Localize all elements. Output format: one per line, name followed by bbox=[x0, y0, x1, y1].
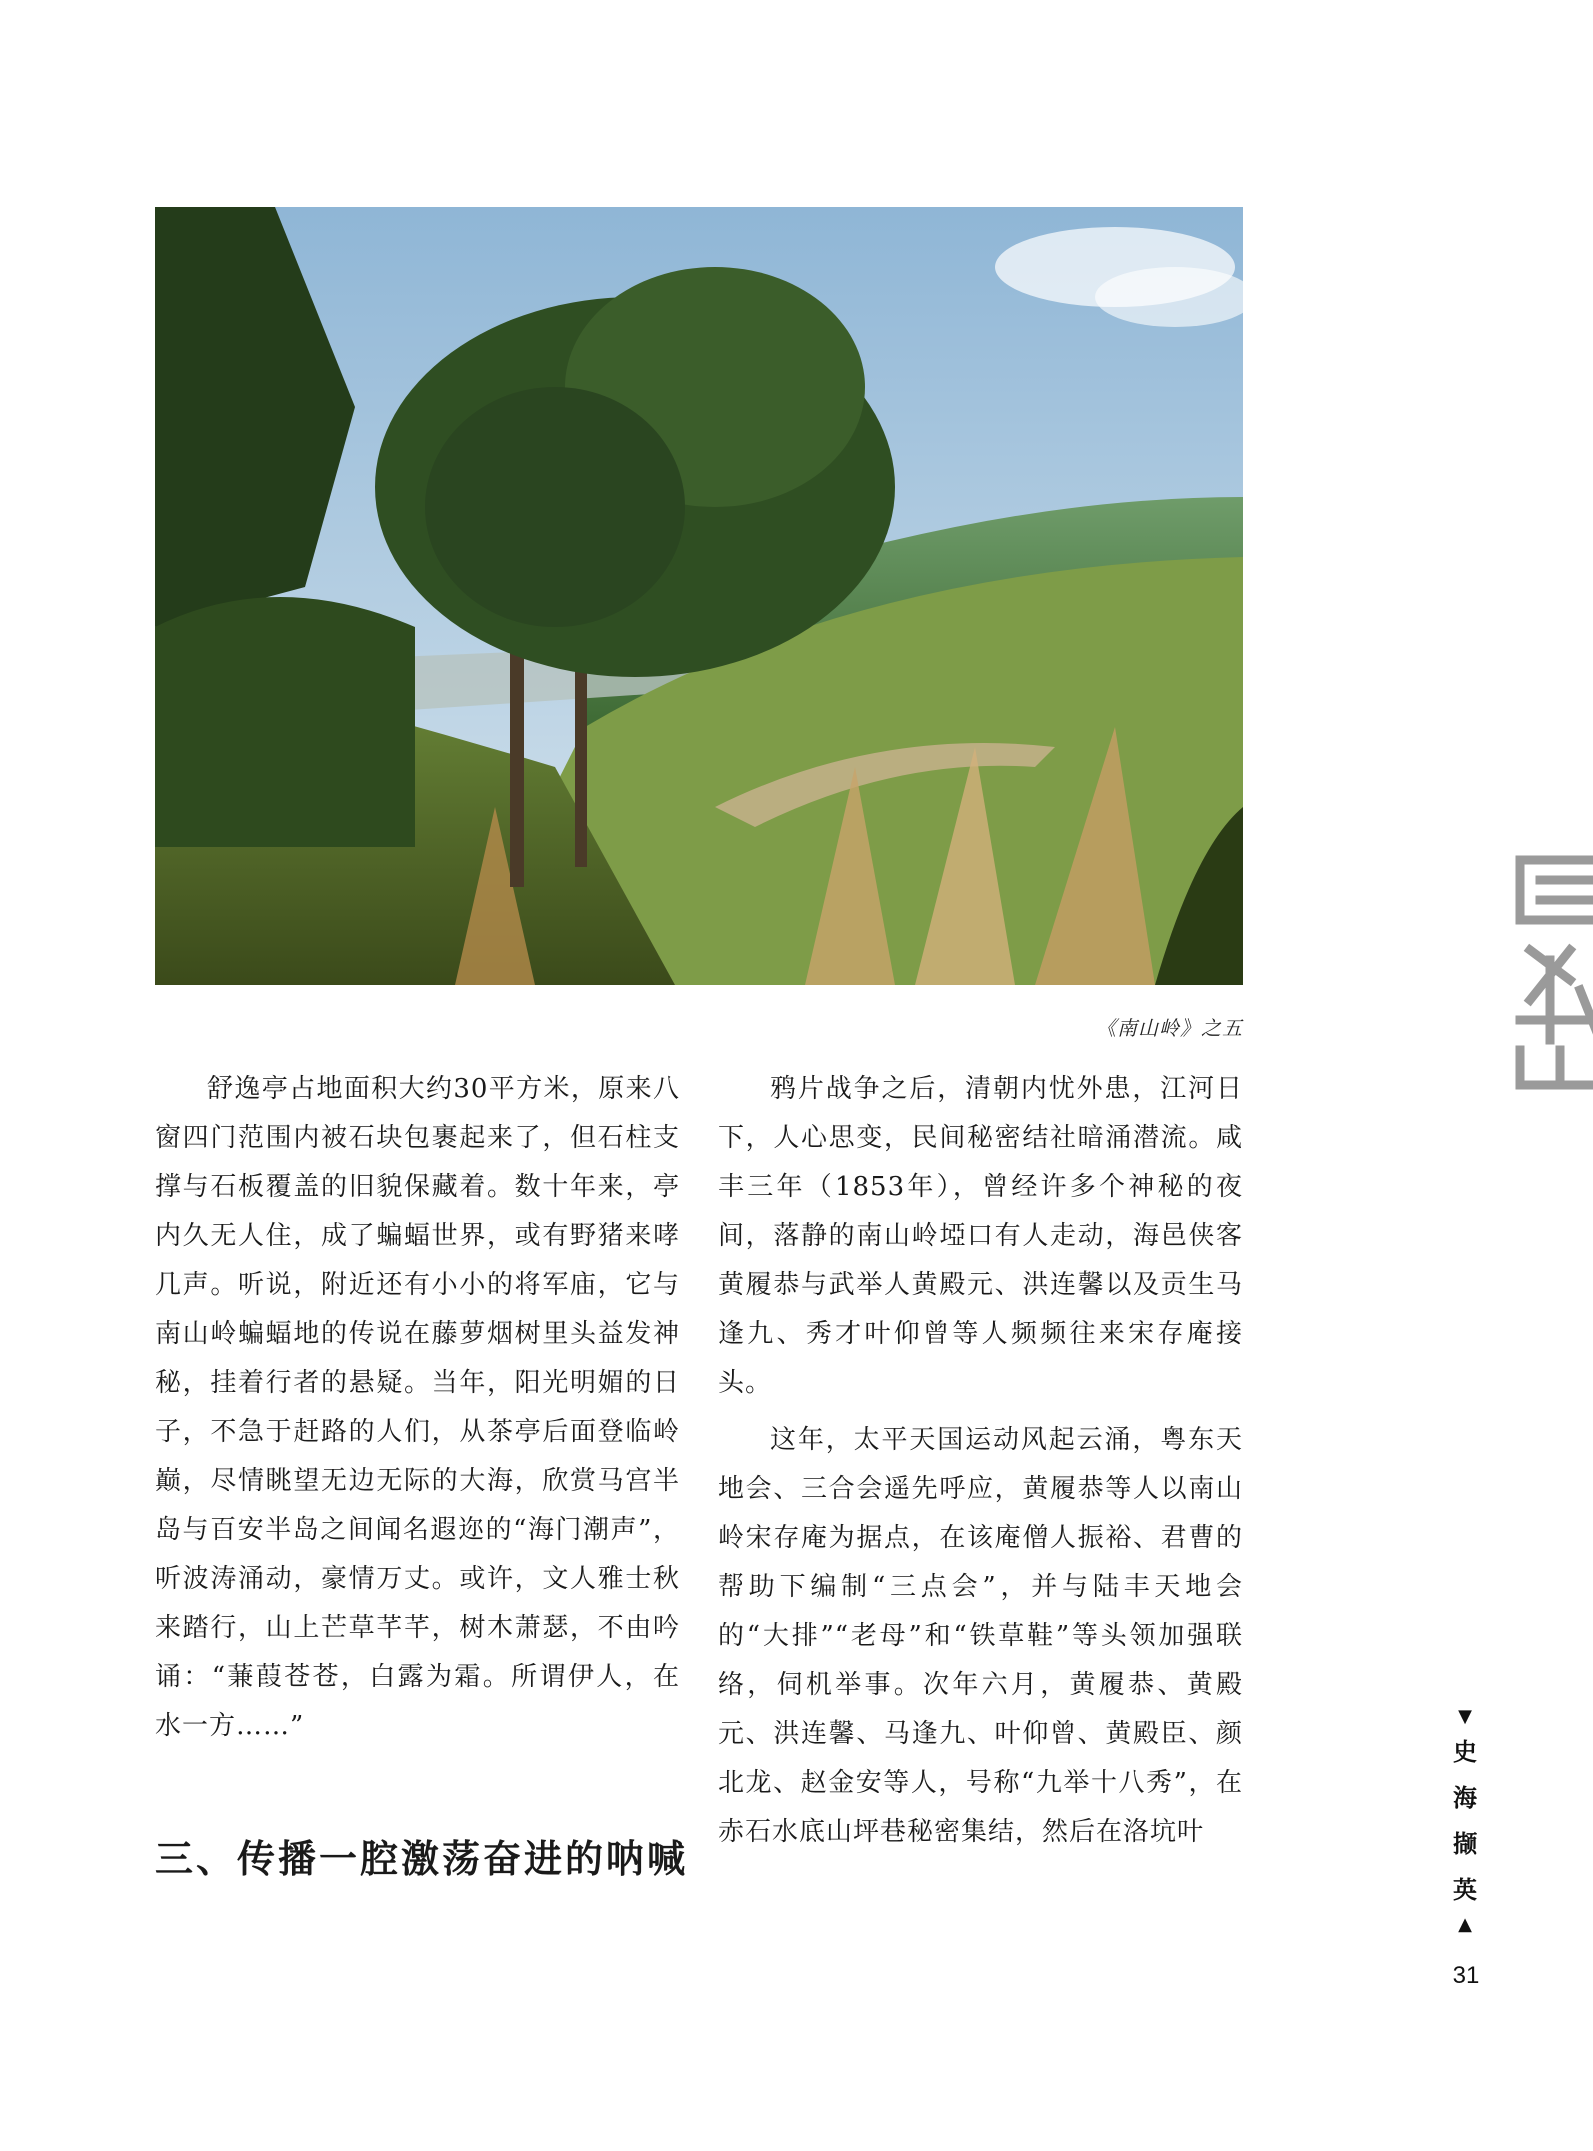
side-tab-char: 史 bbox=[1453, 1738, 1477, 1766]
body-paragraph: 鸦片战争之后，清朝内忧外患，江河日下，人心思变，民间秘密结社暗涌潜流。咸丰三年（1853年），曾经许多个神秘的夜间，落静的南山岭埡口有人走动，海邑侠客黄履恭与武举人黄殿元、洪连馨以及贡生马逢九、秀才叶仰曾等人频频往来宋存庵接头。 bbox=[718, 1074, 1243, 1398]
triangle-up-icon: ▲ bbox=[1458, 1914, 1472, 1935]
side-tab-char: 海 bbox=[1453, 1784, 1477, 1812]
decorative-seal-logo bbox=[1510, 850, 1593, 1090]
right-column bbox=[718, 1065, 1243, 1865]
body-paragraph: 舒逸亭占地面积大约30平方米，原来八窗四门范围内被石块包裹起来了，但石柱支撑与石板覆盖的旧貌保藏着。数十年来，亭内久无人住，成了蝙蝠世界，或有野猪来哮几声。听说，附近还有小小的将军庙，它与南山岭蝙蝠地的传说在藤萝烟树里头益发神秘，挂着行者的悬疑。当年，阳光明媚的日子，不急于赶路的人们，从茶亭后面登临岭巅，尽情眺望无边无际的大海，欣赏马宫半岛与百安半岛之间闻名遐迩的“海门潮声”，听波涛涌动，豪情万丈。或许，文人雅士秋来踏行，山上芒草芊芊，树木萧瑟，不由吟诵：“蒹葭苍苍，白露为霜。所谓伊人，在水一方……” bbox=[155, 1074, 680, 1741]
photo-caption: 《南山岭》之五 bbox=[1096, 1016, 1243, 1040]
side-tab-char: 撷 bbox=[1453, 1830, 1477, 1858]
body-paragraph: 这年，太平天国运动风起云涌，粤东天地会、三合会遥先呼应，黄履恭等人以南山岭宋存庵为据点，在该庵僧人振裕、君曹的帮助下编制“三点会”，并与陆丰天地会的“大排”“老母”和“铁草鞋”等头领加强联络，伺机举事。次年六月，黄履恭、黄殿元、洪连馨、马逢九、叶仰曾、黄殿臣、颜北龙、赵金安等人，号称“九举十八秀”，在赤石水底山坪巷秘密集结，然后在洛坑叶 bbox=[718, 1425, 1243, 1847]
triangle-down-icon: ▼ bbox=[1458, 1706, 1472, 1727]
section-side-tab bbox=[1450, 1705, 1480, 1937]
page-number: 31 bbox=[1452, 1962, 1480, 1989]
section-heading: 三、传播一腔激荡奋进的呐喊 bbox=[155, 1836, 689, 1881]
landscape-photo bbox=[155, 207, 1243, 985]
side-tab-char: 英 bbox=[1453, 1876, 1477, 1904]
left-column bbox=[155, 1065, 680, 1759]
